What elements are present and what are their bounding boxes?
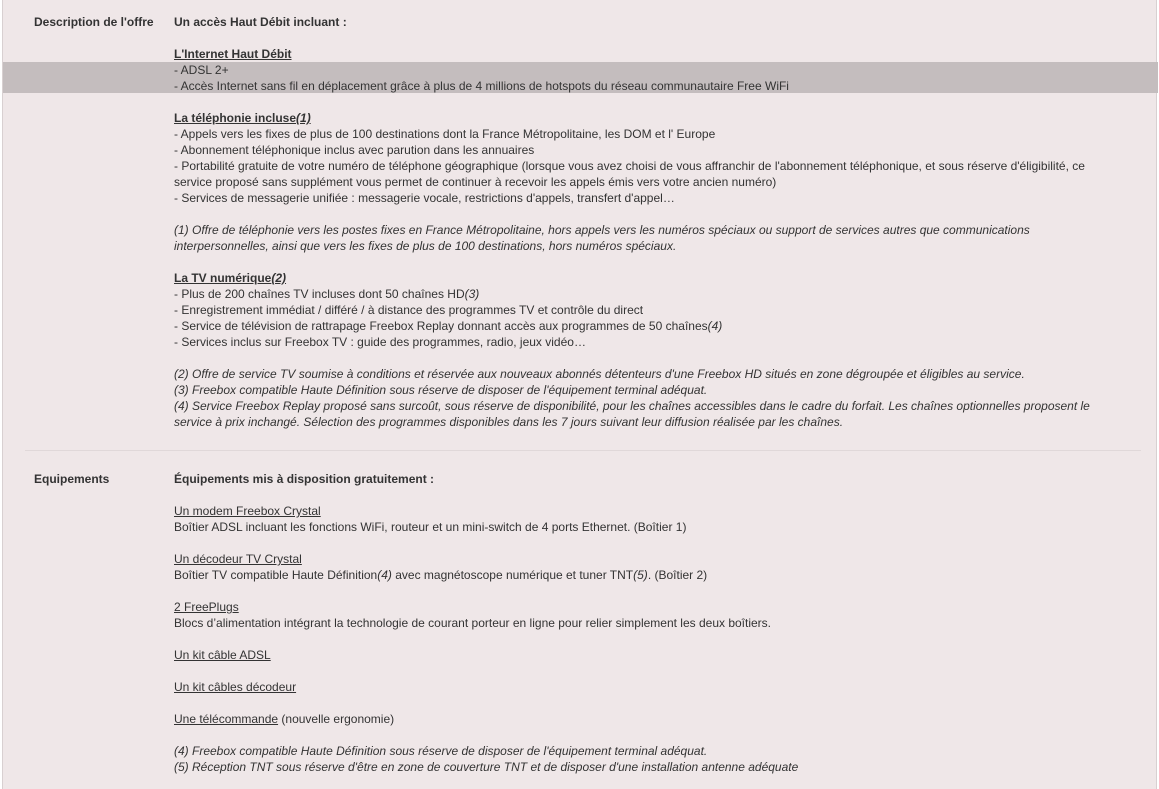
tv-item-note: (3): [464, 287, 480, 301]
decoder-description-part: avec magnétoscope numérique et tuner TNT: [391, 568, 634, 582]
freeplugs-title: 2 FreePlugs: [174, 600, 239, 614]
adsl-kit: Un kit câble ADSL: [174, 648, 271, 662]
tv-item: [174, 286, 1124, 302]
freeplugs-title-line: [174, 599, 1124, 615]
telephony-item: - Services de messagerie unifiée : messagerie vocale, restrictions d'appels, transfert d'appel…: [174, 191, 675, 205]
tv-note: (4) Service Freebox Replay proposé sans surcoût, sous réserve de disponibilité, pour les chaînes accessibles dans le cadre du forfait. Les chaînes optionnelles proposent le service à prix inchangé. Sélection des programmes disponibles dans les 7 jours suivant leur diffusion réalisée par les chaînes.: [174, 399, 1090, 429]
modem-description: Boîtier ADSL incluant les fonctions WiFi, routeur et un mini-switch de 4 ports Ethernet. (Boîtier 1): [174, 520, 687, 534]
tv-item: - Services inclus sur Freebox TV : guide des programmes, radio, jeux vidéo…: [174, 335, 586, 349]
decoder-kit: Un kit câbles décodeur: [174, 680, 297, 694]
remote-title: Une télécommande: [174, 712, 279, 726]
telephony-title: La téléphonie incluse: [174, 111, 297, 125]
freeplugs-description: Blocs d’alimentation intégrant la technologie de courant porteur en ligne pour relier simplement les deux boîtiers.: [174, 616, 772, 630]
tv-title-line: [174, 270, 1124, 286]
telephony-item: - Portabilité gratuite de votre numéro de téléphone géographique (lorsque vous avez choisi de vous affranchir de l'abonnement téléphonique, et sous réserve d'éligibilité, ce service proposé sans supplément vous permet de continuer à recevoir les appels émis vers votre ancien numéro): [174, 159, 1085, 189]
remote-line: [174, 711, 1124, 727]
offer-description-content: [174, 14, 1124, 430]
decoder-title: Un décodeur TV Crystal: [174, 552, 302, 566]
remote-description: (nouvelle ergonomie): [278, 712, 395, 726]
tv-title-note: (2): [271, 271, 287, 285]
decoder-note: (4): [377, 568, 392, 582]
offer-description-label: Description de l'offre: [34, 15, 154, 29]
section-divider: [25, 450, 1141, 451]
decoder-description-part: Boîtier TV compatible Haute Définition: [174, 568, 378, 582]
telephony-item: - Abonnement téléphonique inclus avec parution dans les annuaires: [174, 143, 535, 157]
decoder-description: [174, 567, 1124, 583]
tv-item-text: - Plus de 200 chaînes TV incluses dont 50 chaînes HD: [174, 287, 465, 301]
modem-title-line: [174, 503, 1124, 519]
tv-item: - Enregistrement immédiat / différé / à distance des programmes TV et contrôle du direct: [174, 303, 644, 317]
internet-title: L'Internet Haut Débit: [174, 47, 292, 61]
telephony-title-line: [174, 110, 1124, 126]
decoder-kit-line: [174, 679, 1124, 695]
equipment-heading: Équipements mis à disposition gratuitement :: [174, 472, 435, 486]
equipment-content: [174, 471, 1124, 775]
tv-item: [174, 318, 1124, 334]
internet-item: - ADSL 2+: [174, 63, 229, 77]
telephony-note: (1) Offre de téléphonie vers les postes fixes en France Métropolitaine, hors appels vers les numéros spéciaux ou support de services autres que communications interpersonnelles, ainsi que vers les fixes de plus de 100 destinations, hors numéros spéciaux.: [174, 223, 1030, 253]
telephony-item: - Appels vers les fixes de plus de 100 destinations dont la France Métropolitaine, les DOM et l' Europe: [174, 127, 716, 141]
adsl-kit-line: [174, 647, 1124, 663]
internet-item: - Accès Internet sans fil en déplacement grâce à plus de 4 millions de hotspots du réseau communautaire Free WiFi: [174, 79, 789, 93]
tv-note: (3) Freebox compatible Haute Définition sous réserve de disposer de l'équipement terminal adéquat.: [174, 383, 708, 397]
tv-item-text: - Service de télévision de rattrapage Freebox Replay donnant accès aux programmes de 50 chaînes: [174, 319, 708, 333]
offer-heading: Un accès Haut Débit incluant :: [174, 15, 347, 29]
equipment-label: Equipements: [34, 472, 110, 486]
telephony-title-note: (1): [296, 111, 311, 125]
decoder-note: (5): [633, 568, 648, 582]
equipment-note: (5) Réception TNT sous réserve d'être en zone de couverture TNT et de disposer d'une installation antenne adéquate: [174, 760, 799, 774]
offer-details-page: [2, 0, 1157, 789]
equipment-note: (4) Freebox compatible Haute Définition sous réserve de disposer de l'équipement terminal adéquat.: [174, 744, 708, 758]
tv-item-note: (4): [707, 319, 723, 333]
modem-title: Un modem Freebox Crystal: [174, 504, 321, 518]
tv-title: La TV numérique: [174, 271, 272, 285]
decoder-description-part: . (Boîtier 2): [647, 568, 708, 582]
internet-title-line: [174, 46, 1124, 62]
decoder-title-line: [174, 551, 1124, 567]
tv-note: (2) Offre de service TV soumise à conditions et réservée aux nouveaux abonnés détenteurs d'une Freebox HD situés en zone dégroupée et éligibles au service.: [174, 367, 1025, 381]
